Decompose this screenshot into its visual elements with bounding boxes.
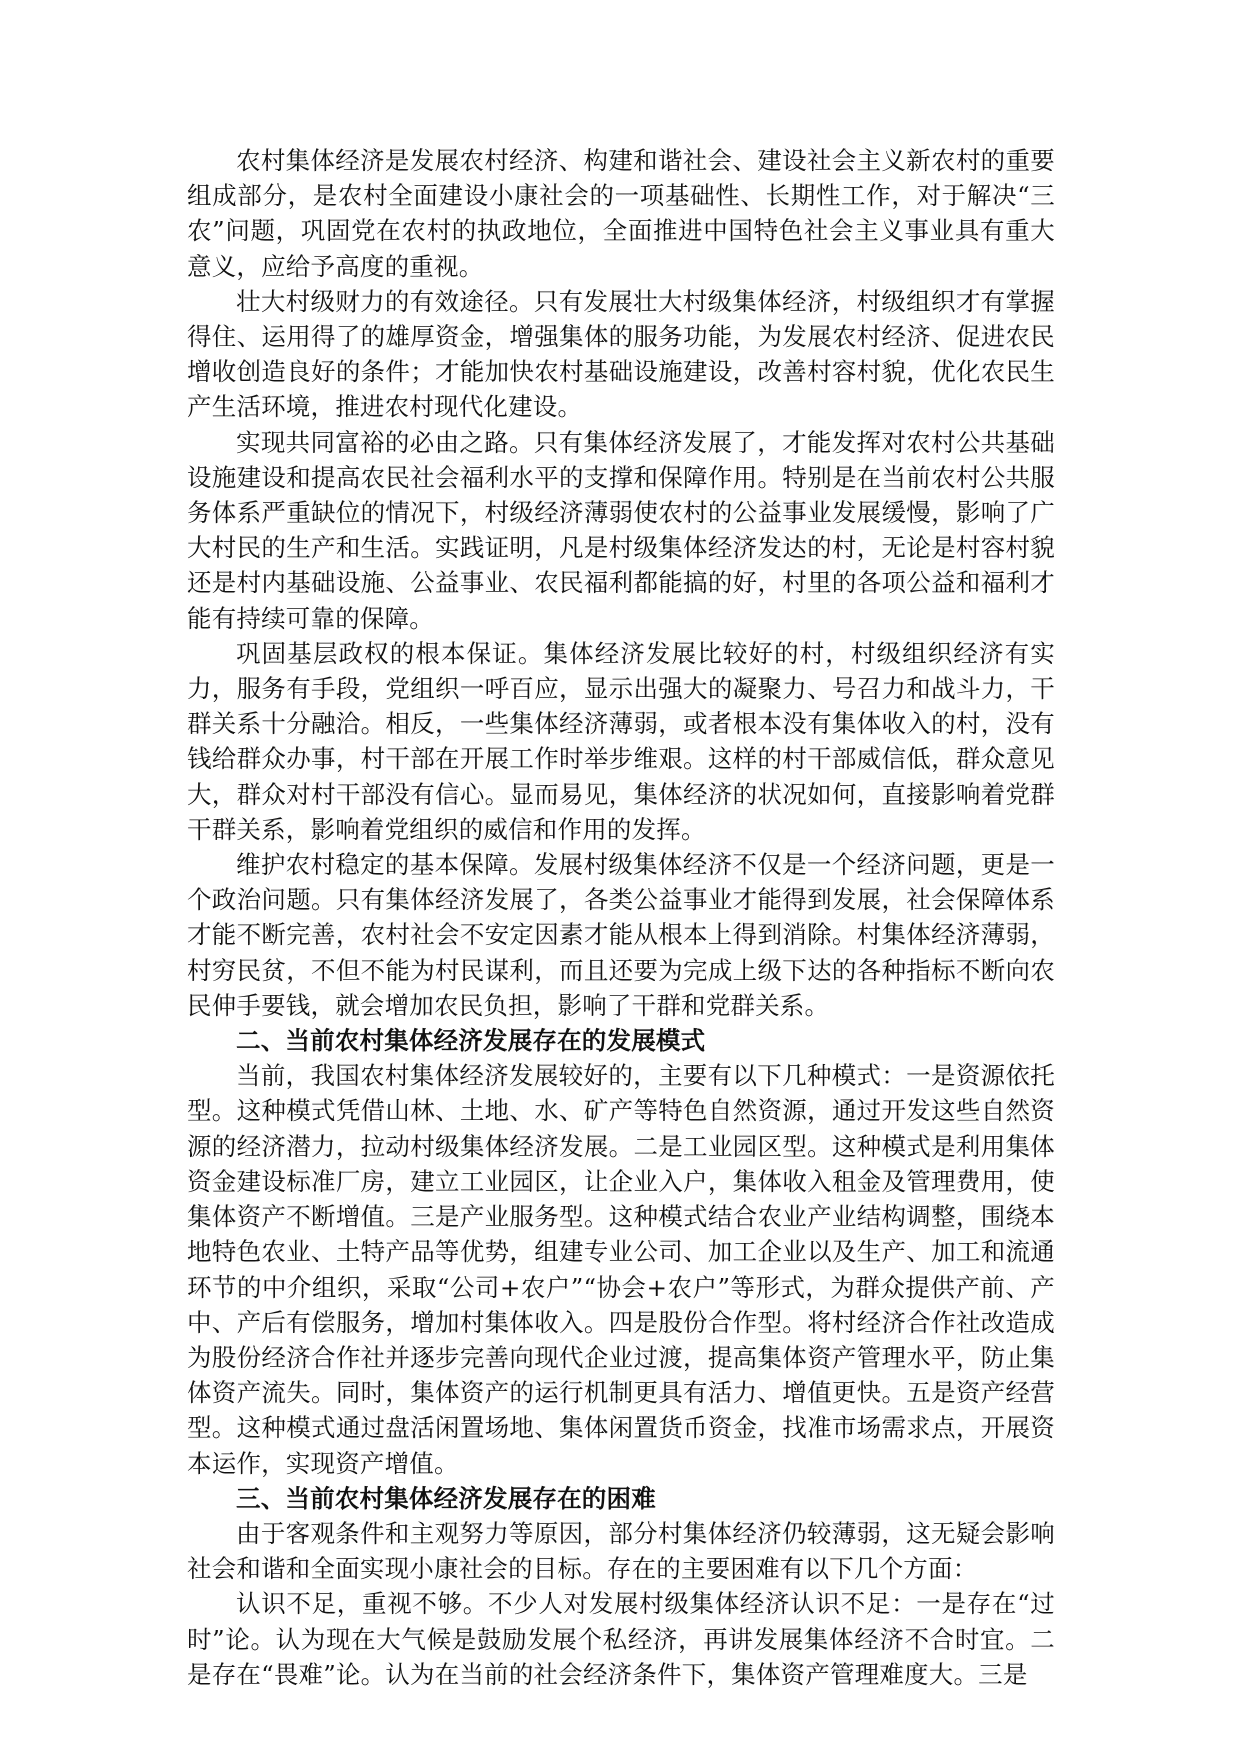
section-heading-difficulties: 三、当前农村集体经济发展存在的困难 xyxy=(236,1483,656,1513)
paragraph-difficulties-intro: 由于客观条件和主观努力等原因，部分村集体经济仍较薄弱，这无疑会影响社会和谐和全面实现小康社会的目标。存在的主要困难有以下几个方面： xyxy=(187,1518,1055,1584)
section-heading-development-models: 二、当前农村集体经济发展存在的发展模式 xyxy=(236,1026,706,1056)
paragraph-village-finance: 壮大村级财力的有效途径。只有发展壮大村级集体经济，村级组织才有掌握得住、运用得了的雄厚资金，增强集体的服务功能，为发展农村经济、促进农民增收创造良好的条件；才能加快农村基础设施建设，改善村容村貌，优化农民生产生活环境，推进农村现代化建设。 xyxy=(187,286,1055,422)
paragraph-development-models: 当前，我国农村集体经济发展较好的，主要有以下几种模式：一是资源依托型。这种模式凭借山林、土地、水、矿产等特色自然资源，通过开发这些自然资源的经济潜力，拉动村级集体经济发展。二是工业园区型。这种模式是利用集体资金建设标准厂房，建立工业园区，让企业入户，集体收入租金及管理费用，使集体资产不断增值。三是产业服务型。这种模式结合农业产业结构调整，围绕本地特色农业、土特产品等优势，组建专业公司、加工企业以及生产、加工和流通环节的中介组织，采取“公司+农户”“协会+农户”等形式，为群众提供产前、产中、产后有偿服务，增加村集体收入。四是股份合作型。将村经济合作社改造成为股份经济合作社并逐步完善向现代企业过渡，提高集体资产管理水平，防止集体资产流失。同时，集体资产的运行机制更具有活力、增值更快。五是资产经营型。这种模式通过盘活闲置场地、集体闲置货币资金，找准市场需求点，开展资本运作，实现资产增值。 xyxy=(187,1061,1055,1478)
paragraph-rural-stability: 维护农村稳定的基本保障。发展村级集体经济不仅是一个经济问题，更是一个政治问题。只有集体经济发展了，各类公益事业才能得到发展，社会保障体系才能不断完善，农村社会不安定因素才能从根本上得到消除。村集体经济薄弱，村穷民贫，不但不能为村民谋利，而且还要为完成上级下达的各种指标不断向农民伸手要钱，就会增加农民负担，影响了干群和党群关系。 xyxy=(187,850,1055,1020)
paragraph-common-prosperity: 实现共同富裕的必由之路。只有集体经济发展了，才能发挥对农村公共基础设施建设和提高农民社会福利水平的支撑和保障作用。特别是在当前农村公共服务体系严重缺位的情况下，村级经济薄弱使农村的公益事业发展缓慢，影响了广大村民的生产和生活。实践证明，凡是村级集体经济发达的村，无论是村容村貌还是村内基础设施、公益事业、农民福利都能搞的好，村里的各项公益和福利才能有持续可靠的保障。 xyxy=(187,427,1055,633)
paragraph-insufficient-awareness: 认识不足，重视不够。不少人对发展村级集体经济认识不足：一是存在“过时”论。认为现在大气候是鼓励发展个私经济，再讲发展集体经济不合时宜。二是存在“畏难”论。认为在当前的社会经济条件下，集体资产管理难度大。三是 xyxy=(187,1589,1055,1689)
document-page xyxy=(187,143,1055,1692)
paragraph-grassroots-power: 巩固基层政权的根本保证。集体经济发展比较好的村，村级组织经济有实力，服务有手段，党组织一呼百应，显示出强大的凝聚力、号召力和战斗力，干群关系十分融洽。相反，一些集体经济薄弱，或者根本没有集体收入的村，没有钱给群众办事，村干部在开展工作时举步维艰。这样的村干部威信低，群众意见大，群众对村干部没有信心。显而易见，集体经济的状况如何，直接影响着党群干群关系，影响着党组织的威信和作用的发挥。 xyxy=(187,638,1055,844)
paragraph-intro: 农村集体经济是发展农村经济、构建和谐社会、建设社会主义新农村的重要组成部分，是农村全面建设小康社会的一项基础性、长期性工作，对于解决“三农”问题，巩固党在农村的执政地位，全面推进中国特色社会主义事业具有重大意义，应给予高度的重视。 xyxy=(187,146,1055,281)
